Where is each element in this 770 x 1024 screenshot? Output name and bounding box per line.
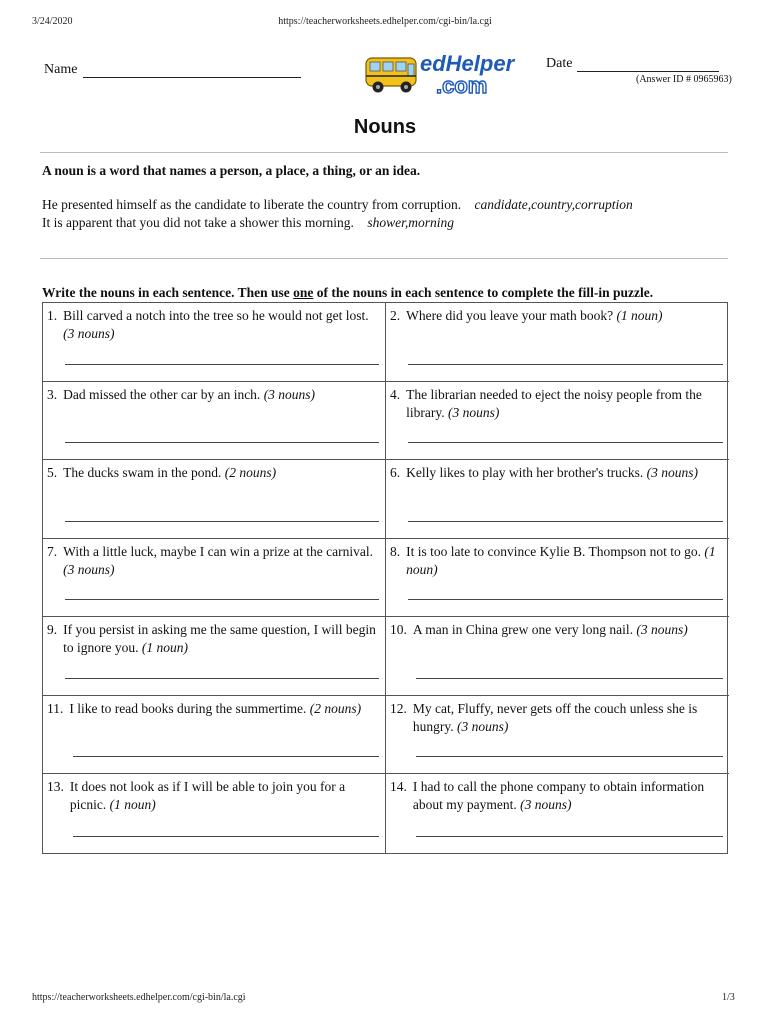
example-sentence: It is apparent that you did not take a shower this morning. bbox=[42, 215, 354, 230]
question-number: 1. bbox=[47, 308, 58, 323]
answer-line[interactable] bbox=[65, 678, 379, 679]
divider bbox=[40, 258, 728, 259]
question-text bbox=[70, 778, 379, 814]
question-cell bbox=[386, 617, 729, 696]
date-field[interactable] bbox=[546, 56, 719, 72]
question-sentence: Where did you leave your math book? bbox=[406, 308, 614, 323]
answer-line[interactable] bbox=[73, 836, 379, 837]
noun-count-hint: (3 nouns) bbox=[63, 561, 115, 577]
answer-line[interactable] bbox=[65, 364, 379, 365]
question-text bbox=[406, 464, 698, 482]
name-line[interactable] bbox=[83, 63, 301, 78]
question-cell bbox=[43, 774, 386, 853]
question-sentence: Kelly likes to play with her brother's trucks. bbox=[406, 465, 644, 481]
answer-line[interactable] bbox=[408, 521, 723, 522]
example-2 bbox=[42, 215, 454, 231]
logo-brand: edHelper bbox=[420, 51, 515, 76]
question-number: 5. bbox=[47, 465, 58, 481]
answer-line[interactable] bbox=[408, 364, 723, 365]
date-line[interactable] bbox=[577, 57, 719, 72]
noun-count-hint: (2 nouns) bbox=[224, 465, 277, 481]
question-number: 14. bbox=[390, 779, 407, 795]
question-text bbox=[413, 621, 688, 639]
instruction-emphasis: one bbox=[293, 285, 314, 300]
question-cell bbox=[43, 696, 386, 775]
question-cell bbox=[386, 303, 729, 382]
question-cell bbox=[386, 539, 729, 618]
question-number: 10. bbox=[390, 622, 407, 638]
example-sentence: He presented himself as the candidate to liberate the country from corruption. bbox=[42, 197, 462, 212]
answer-line[interactable] bbox=[408, 599, 723, 600]
question bbox=[390, 386, 723, 422]
question bbox=[47, 307, 379, 343]
answer-line[interactable] bbox=[65, 521, 379, 522]
question-grid bbox=[42, 302, 728, 854]
question bbox=[390, 778, 723, 814]
question-cell bbox=[43, 539, 386, 618]
question-text bbox=[413, 700, 723, 736]
question bbox=[390, 464, 723, 482]
question-cell bbox=[386, 696, 729, 775]
question-text bbox=[406, 386, 723, 422]
question bbox=[47, 778, 379, 814]
question-text bbox=[413, 778, 723, 814]
noun-count-hint: (1 noun) bbox=[141, 640, 188, 656]
noun-count-hint: (3 nouns) bbox=[636, 622, 688, 638]
question-text bbox=[63, 543, 379, 579]
question-cell bbox=[43, 303, 386, 382]
noun-count-hint: (1 noun) bbox=[616, 308, 663, 323]
question bbox=[390, 307, 723, 325]
question-text bbox=[63, 386, 315, 404]
answer-line[interactable] bbox=[416, 678, 723, 679]
noun-count-hint: (3 nouns) bbox=[447, 404, 500, 420]
example-answer: candidate,country,corruption bbox=[474, 197, 633, 212]
print-date: 3/24/2020 bbox=[32, 16, 73, 27]
noun-count-hint: (1 noun) bbox=[406, 543, 716, 577]
question-sentence: Bill carved a notch into the tree so he would not get lost. bbox=[63, 308, 369, 323]
question bbox=[390, 543, 723, 579]
question-number: 3. bbox=[47, 386, 58, 402]
question bbox=[47, 621, 379, 657]
question-number: 9. bbox=[47, 622, 58, 638]
question-sentence: It is too late to convince Kylie B. Thompson not to go. bbox=[406, 543, 701, 559]
question-cell bbox=[386, 774, 729, 853]
question-cell bbox=[43, 617, 386, 696]
question-cell bbox=[43, 460, 386, 539]
question-sentence: If you persist in asking me the same question, I will begin to ignore you. bbox=[63, 622, 376, 656]
noun-count-hint: (3 nouns) bbox=[263, 386, 316, 402]
question-sentence: Dad missed the other car by an inch. bbox=[63, 386, 261, 402]
question-sentence: With a little luck, maybe I can win a prize at the carnival. bbox=[63, 543, 373, 559]
answer-line[interactable] bbox=[65, 442, 379, 443]
definition: A noun is a word that names a person, a place, a thing, or an idea. bbox=[42, 163, 421, 178]
question-number: 12. bbox=[390, 700, 407, 716]
name-label: Name bbox=[44, 62, 78, 77]
question-number: 13. bbox=[47, 779, 64, 795]
name-field[interactable] bbox=[44, 62, 301, 78]
answer-line[interactable] bbox=[408, 442, 723, 443]
noun-count-hint: (3 nouns) bbox=[646, 465, 699, 481]
noun-count-hint: (3 nouns) bbox=[63, 326, 115, 341]
question bbox=[47, 543, 379, 579]
question-text bbox=[63, 464, 276, 482]
question-sentence: The librarian needed to eject the noisy people from the library. bbox=[406, 386, 702, 420]
noun-count-hint: (3 nouns) bbox=[520, 797, 572, 813]
print-url: https://teacherworksheets.edhelper.com/cgi-bin/la.cgi bbox=[278, 16, 492, 27]
question-text bbox=[69, 700, 361, 718]
question-sentence: My cat, Fluffy, never gets off the couch unless she is hungry. bbox=[412, 700, 698, 734]
question-text bbox=[406, 543, 723, 579]
noun-count-hint: (2 nouns) bbox=[309, 700, 362, 716]
answer-line[interactable] bbox=[65, 599, 379, 600]
example-1 bbox=[42, 197, 633, 213]
question-sentence: It does not look as if I will be able to join you for a picnic. bbox=[69, 779, 346, 813]
page-number: 1/3 bbox=[722, 992, 735, 1003]
question bbox=[390, 621, 723, 639]
instructions bbox=[42, 285, 653, 301]
noun-count-hint: (3 nouns) bbox=[457, 718, 509, 734]
question-number: 6. bbox=[390, 465, 401, 481]
question-cell bbox=[43, 382, 386, 461]
footer-url: https://teacherworksheets.edhelper.com/cgi-bin/la.cgi bbox=[32, 992, 246, 1003]
instruction-text: of the nouns in each sentence to complete the fill-in puzzle. bbox=[313, 285, 654, 300]
question-number: 7. bbox=[47, 543, 58, 559]
question-text bbox=[406, 307, 662, 325]
question bbox=[390, 700, 723, 736]
noun-count-hint: (1 noun) bbox=[109, 797, 156, 813]
question-number: 11. bbox=[47, 700, 64, 716]
question bbox=[47, 386, 379, 404]
question-sentence: I like to read books during the summertime. bbox=[69, 700, 307, 716]
divider bbox=[40, 152, 728, 153]
question bbox=[47, 700, 379, 718]
edhelper-logo bbox=[364, 44, 515, 100]
question bbox=[47, 464, 379, 482]
question-number: 4. bbox=[390, 386, 401, 402]
instruction-text: Write the nouns in each sentence. Then use bbox=[42, 285, 294, 300]
logo-suffix: .com bbox=[436, 73, 488, 98]
question-cell bbox=[386, 382, 729, 461]
example-answer: shower,morning bbox=[367, 215, 454, 230]
question-text bbox=[63, 621, 379, 657]
answer-id: (Answer ID # 0965963) bbox=[636, 74, 732, 85]
question-number: 2. bbox=[390, 308, 401, 323]
answer-line[interactable] bbox=[73, 756, 379, 757]
question-sentence: The ducks swam in the pond. bbox=[63, 465, 222, 481]
school-bus-icon bbox=[364, 44, 515, 100]
question-text bbox=[63, 307, 379, 343]
question-sentence: I had to call the phone company to obtain information about my payment. bbox=[412, 779, 705, 813]
answer-line[interactable] bbox=[416, 756, 723, 757]
page-title: Nouns bbox=[353, 116, 417, 138]
question-cell bbox=[386, 460, 729, 539]
question-number: 8. bbox=[390, 543, 401, 559]
answer-line[interactable] bbox=[416, 836, 723, 837]
question-sentence: A man in China grew one very long nail. bbox=[412, 622, 633, 638]
date-label: Date bbox=[546, 56, 573, 71]
